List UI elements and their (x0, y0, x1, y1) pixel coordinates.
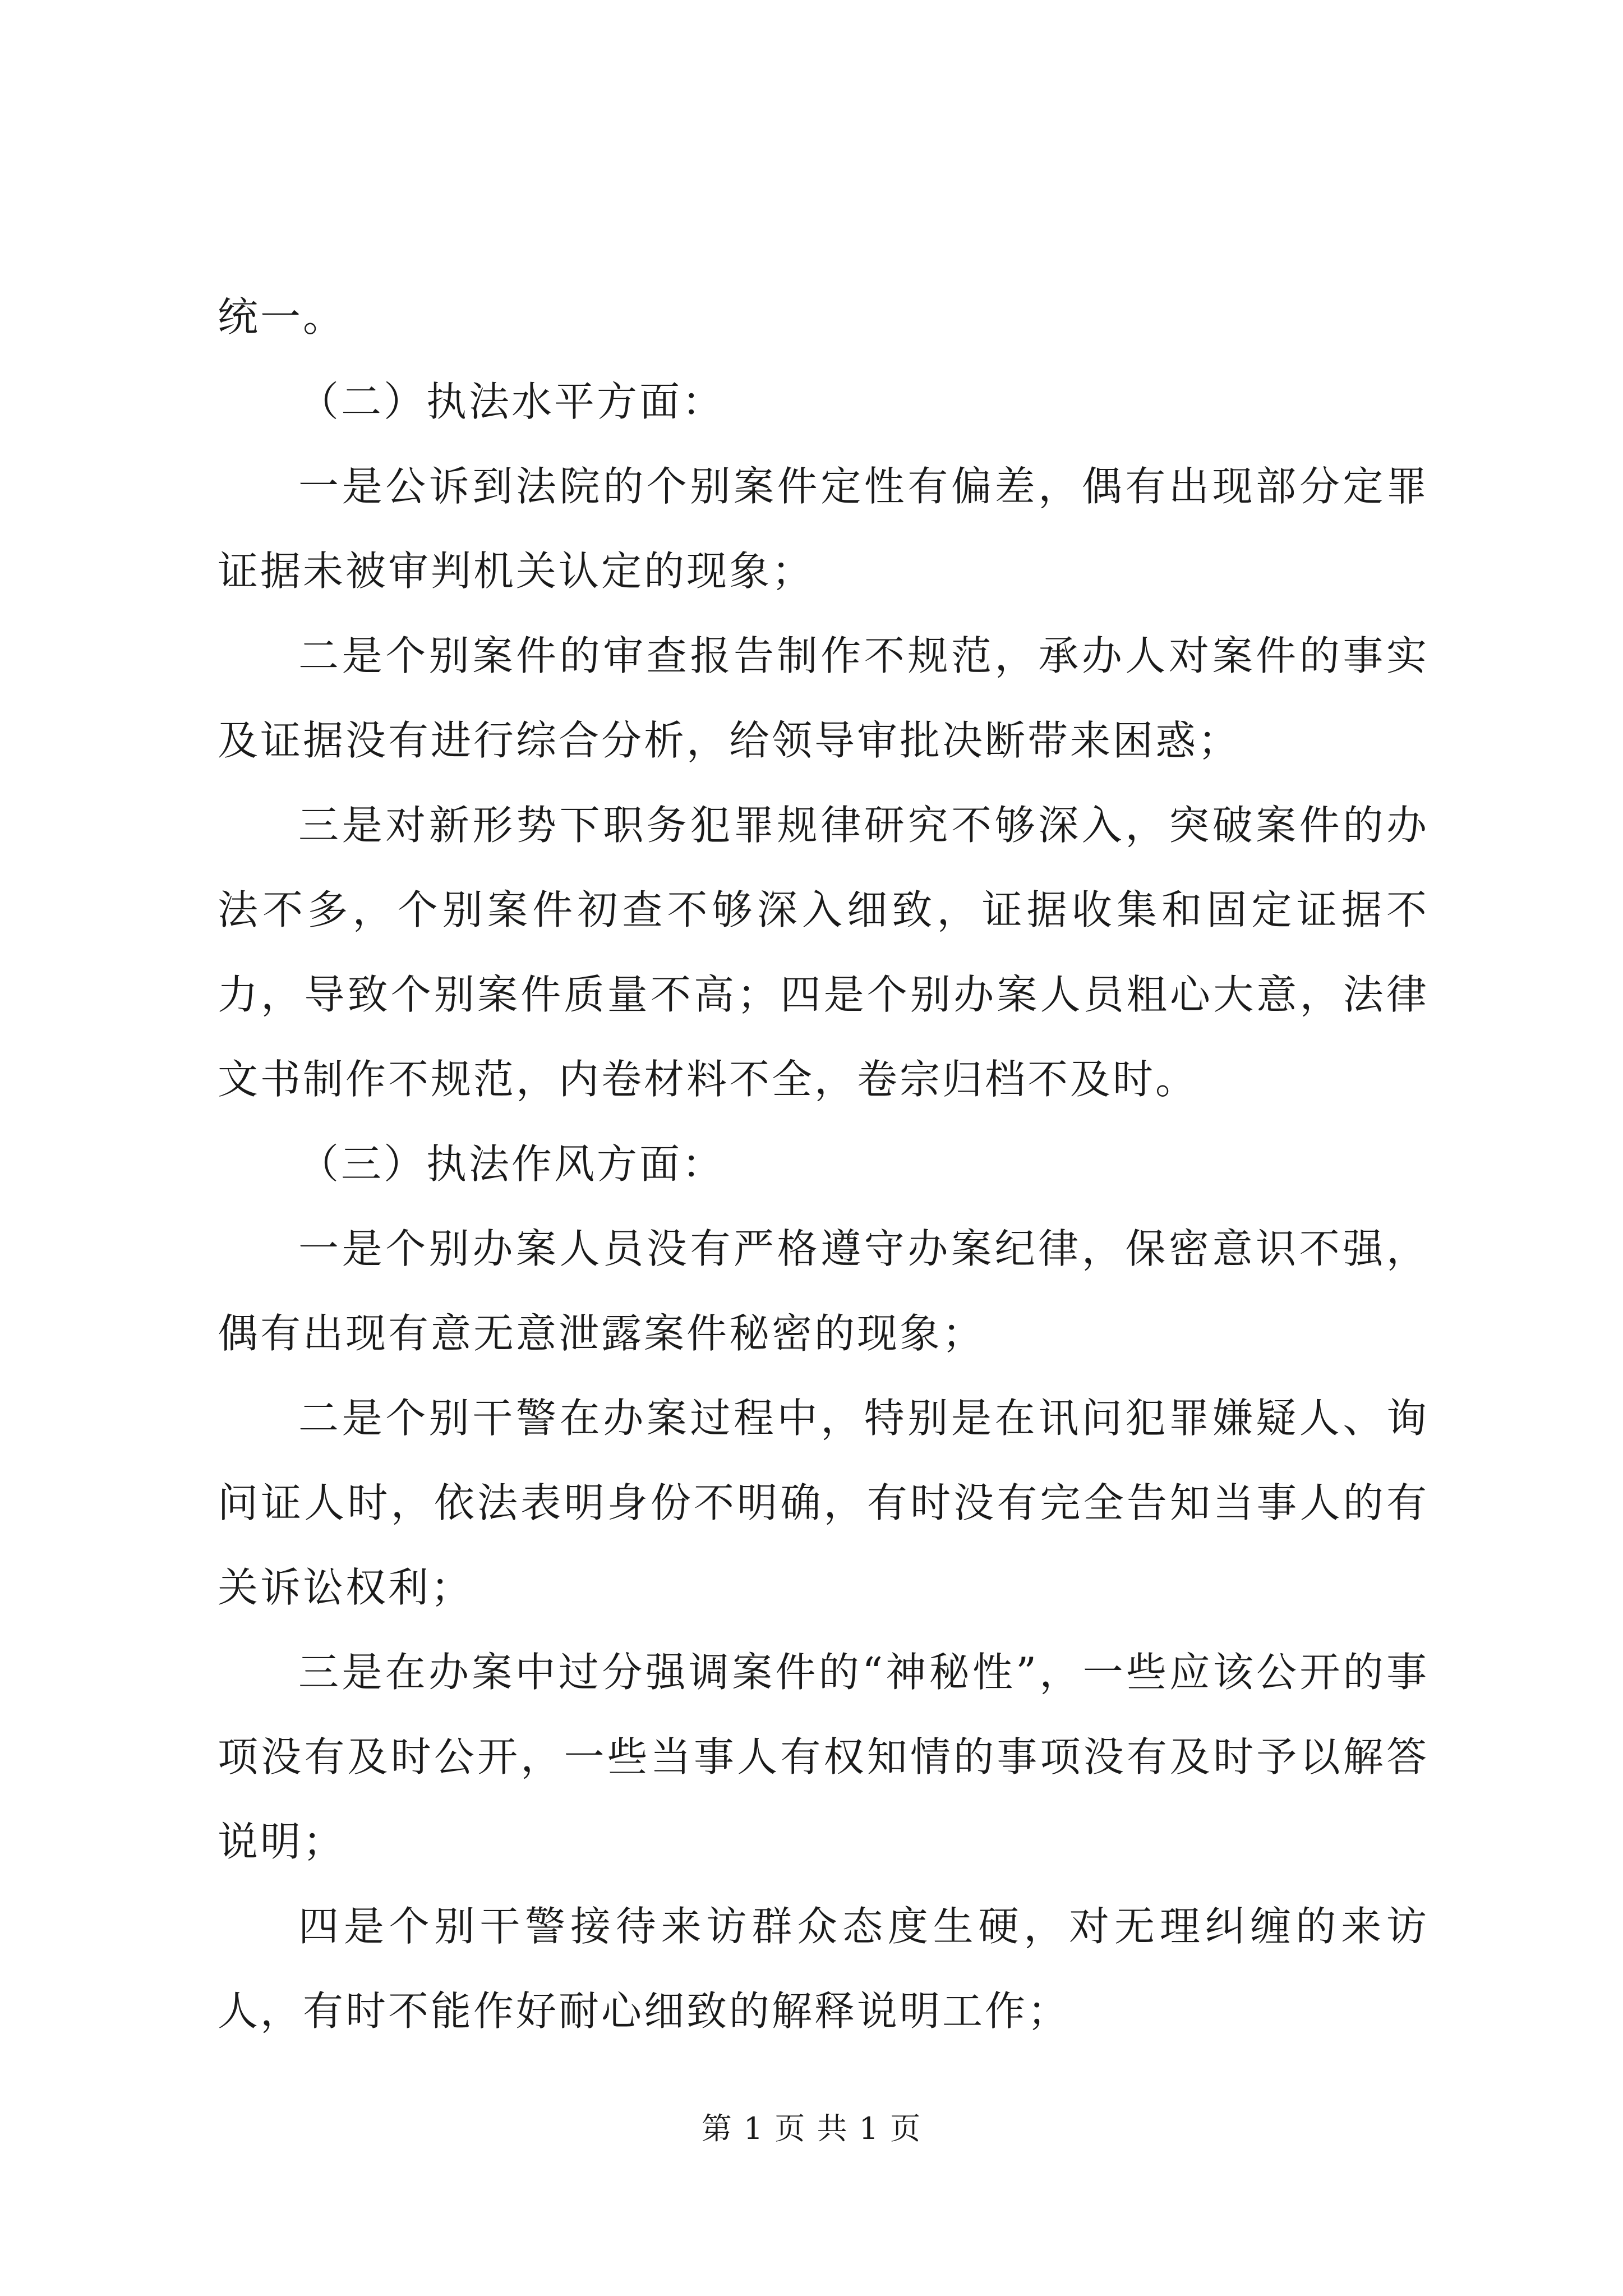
paragraph-item: 一是个别办案人员没有严格遵守办案纪律，保密意识不强，偶有出现有意无意泄露案件秘密的现象； (218, 1225, 1429, 1357)
paragraph-item: 二是个别案件的审查报告制作不规范，承办人对案件的事实及证据没有进行综合分析，给领导审批决断带来困惑； (218, 632, 1429, 764)
paragraph-item: 三是在办案中过分强调案件的“神秘性”，一些应该公开的事项没有及时公开，一些当事人有权知情的事项没有及时予以解答说明； (218, 1649, 1429, 1865)
section-heading-law-enforcement-level: （二）执法水平方面： (298, 378, 725, 425)
paragraph-item: 四是个别干警接待来访群众态度生硬，对无理纠缠的来访人，有时不能作好耐心细致的解释说明工作； (218, 1903, 1429, 2035)
paragraph-item: 三是对新形势下职务犯罪规律研究不够深入，突破案件的办法不多，个别案件初查不够深入细致，证据收集和固定证据不力，导致个别案件质量不高；四是个别办案人员粗心大意，法律文书制作不规范，内卷材料不全，卷宗归档不及时。 (218, 802, 1429, 1103)
document-body (218, 275, 1429, 2054)
page-number-footer: 第 1 页 共 1 页 (701, 2111, 922, 2146)
section-heading-law-enforcement-style: （三）执法作风方面： (298, 1140, 725, 1188)
paragraph-item: 二是个别干警在办案过程中，特别是在讯问犯罪嫌疑人、询问证人时，依法表明身份不明确，有时没有完全告知当事人的有关诉讼权利； (218, 1395, 1429, 1611)
paragraph-item: 一是公诉到法院的个别案件定性有偏差，偶有出现部分定罪证据未被审判机关认定的现象； (218, 463, 1429, 595)
paragraph-continuation: 统一。 (218, 293, 346, 341)
